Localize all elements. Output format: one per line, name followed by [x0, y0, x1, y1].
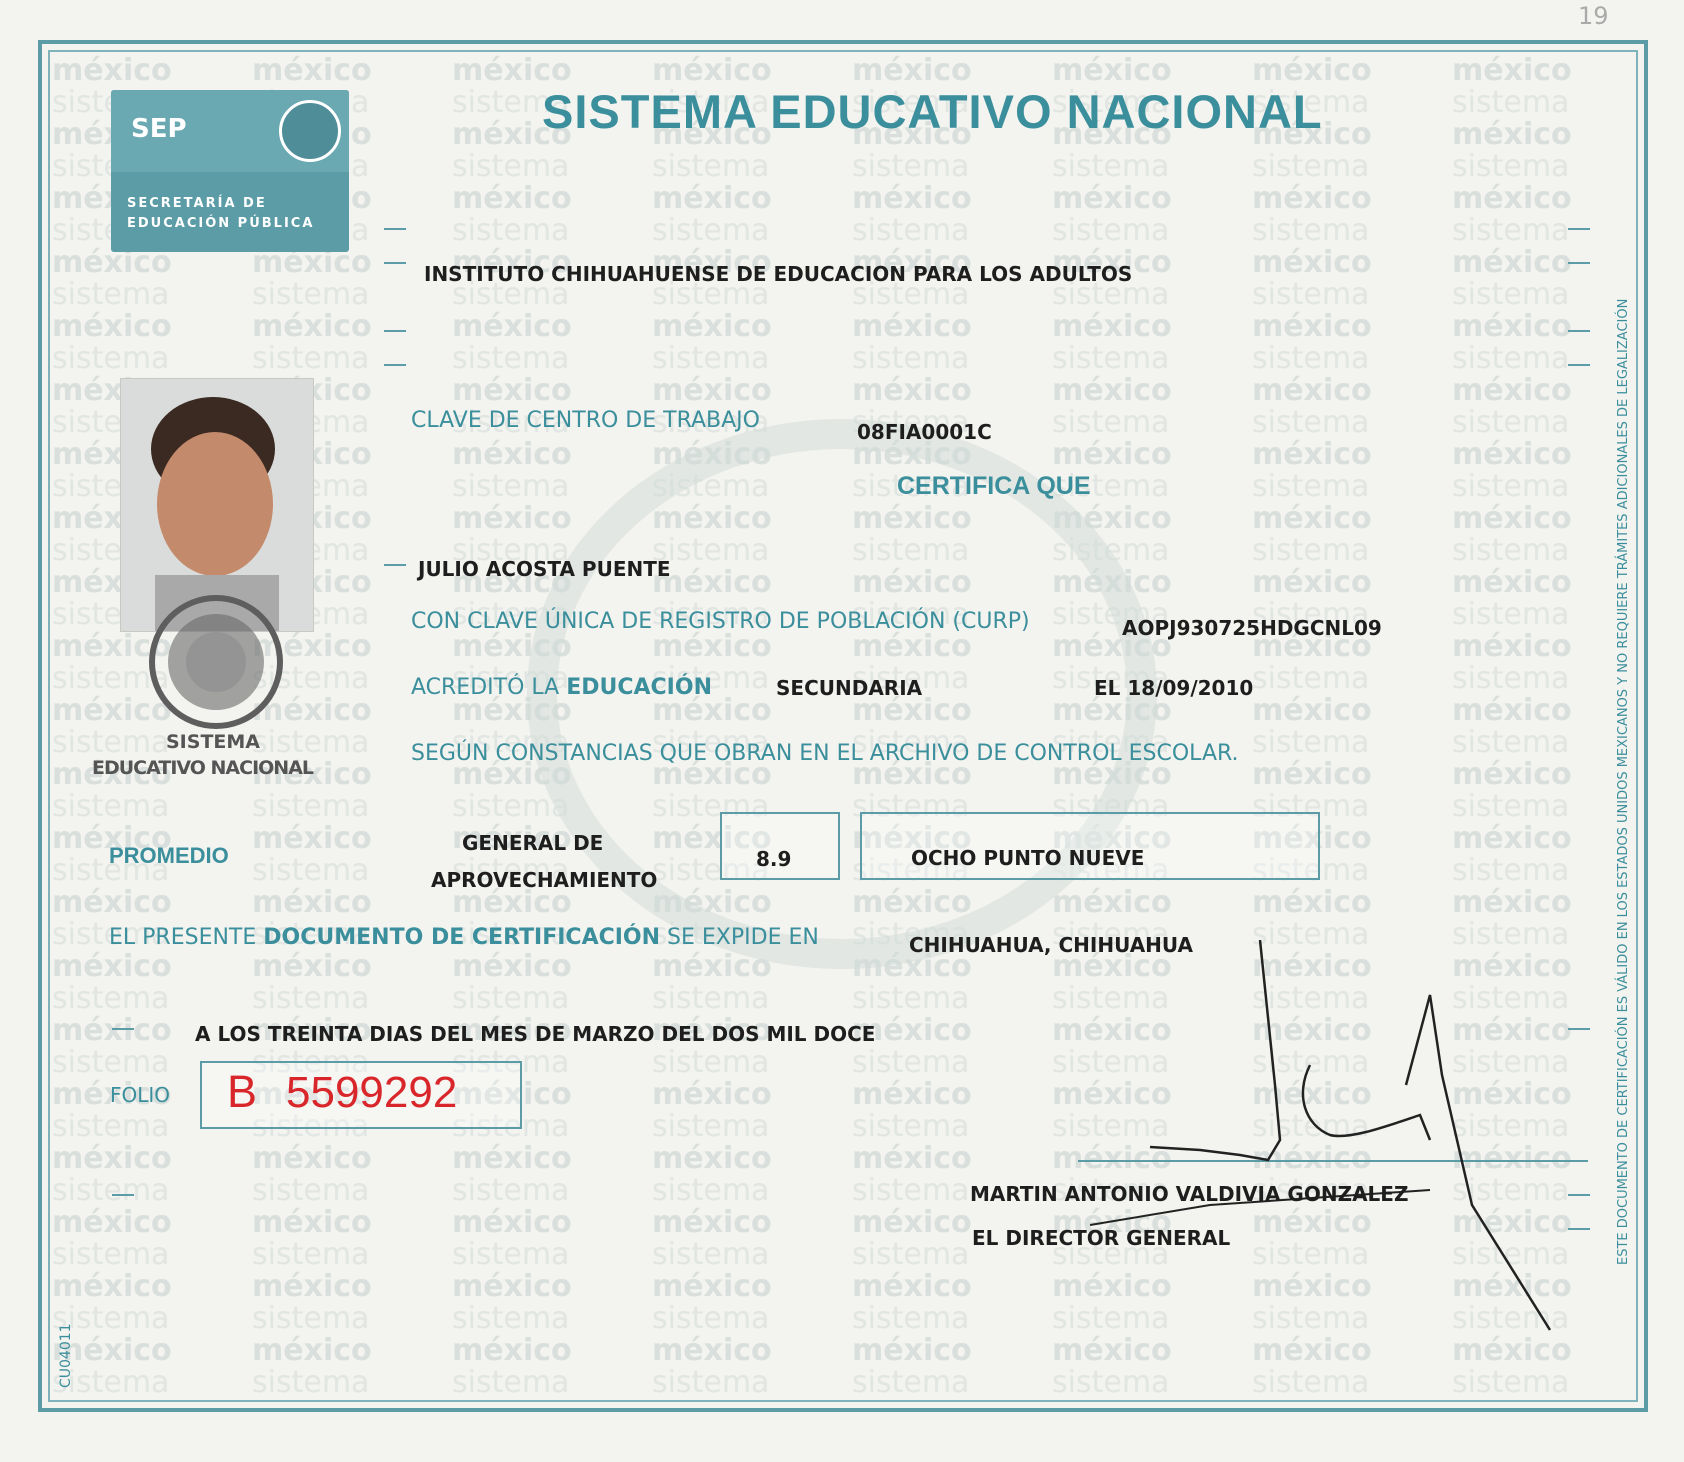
director-signature: [1090, 935, 1570, 1335]
folio-label: FOLIO: [110, 1083, 171, 1107]
margin-dash: [1568, 228, 1590, 230]
document-title: SISTEMA EDUCATIVO NACIONAL: [542, 85, 1323, 138]
form-code: CU04011: [58, 1323, 74, 1388]
margin-dash: [1568, 330, 1590, 332]
sep-logo-line2: EDUCACIÓN PÚBLICA: [127, 216, 315, 231]
margin-dash: [1568, 1228, 1590, 1230]
margin-dash: [384, 228, 406, 230]
corner-mark: 19: [1578, 2, 1609, 30]
signatory-name: MARTIN ANTONIO VALDIVIA GONZALEZ: [970, 1182, 1409, 1206]
accreditation-date: EL 18/09/2010: [1094, 676, 1254, 700]
certifies-heading: CERTIFICA QUE: [897, 472, 1091, 500]
margin-dash: [384, 364, 406, 366]
margin-dash: [112, 1028, 134, 1030]
accredited-label-emph: EDUCACIÓN: [566, 675, 712, 700]
issue-date: A LOS TREINTA DIAS DEL MES DE MARZO DEL DOS MIL DOCE: [195, 1022, 876, 1046]
curp-value: AOPJ930725HDGCNL09: [1122, 616, 1382, 640]
margin-dash: [384, 262, 406, 264]
folio-letter: B: [227, 1066, 258, 1117]
margin-dash: [1568, 1028, 1590, 1030]
margin-dash: [1568, 364, 1590, 366]
margin-dash: [384, 330, 406, 332]
average-label: PROMEDIO: [109, 843, 229, 868]
seal-text-line2: EDUCATIVO NACIONAL: [92, 757, 314, 779]
sep-logo-word: SEP: [131, 114, 187, 144]
legal-validity-note: ESTE DOCUMENTO DE CERTIFICACIÓN ES VÁLIDO EN LOS ESTADOS UNIDOS MEXICANOS Y NO REQUIERE TRÁMITES ADICIONALES DE LEGALIZACIÓN: [1616, 298, 1631, 1265]
margin-dash: [384, 564, 406, 566]
institution-name: INSTITUTO CHIHUAHUENSE DE EDUCACION PARA LOS ADULTOS: [424, 262, 1133, 286]
issue-emph: DOCUMENTO DE CERTIFICACIÓN: [263, 925, 661, 950]
sep-logo: [111, 90, 349, 252]
margin-dash: [1568, 262, 1590, 264]
constancias-text: SEGÚN CONSTANCIAS QUE OBRAN EN EL ARCHIVO DE CONTROL ESCOLAR.: [411, 741, 1239, 766]
signatory-title: EL DIRECTOR GENERAL: [972, 1226, 1231, 1250]
folio-number: 5599292: [286, 1068, 458, 1117]
curp-label: CON CLAVE ÚNICA DE REGISTRO DE POBLACIÓN (CURP): [411, 609, 1030, 634]
work-center-value: 08FIA0001C: [857, 420, 992, 444]
sep-logo-line1: SECRETARÍA DE: [127, 196, 267, 211]
average-general-line1: GENERAL DE: [462, 831, 604, 855]
issue-prefix: EL PRESENTE: [109, 925, 257, 950]
margin-dash: [112, 1194, 134, 1196]
average-value: 8.9: [756, 847, 792, 871]
student-name: JULIO ACOSTA PUENTE: [418, 557, 671, 581]
education-level: SECUNDARIA: [776, 676, 923, 700]
average-general-line2: APROVECHAMIENTO: [431, 868, 658, 892]
issue-place: CHIHUAHUA, CHIHUAHUA: [909, 933, 1194, 957]
accredited-label-prefix: ACREDITÓ LA: [411, 675, 560, 700]
work-center-label: CLAVE DE CENTRO DE TRABAJO: [411, 408, 760, 433]
national-seal-icon: [279, 100, 341, 162]
issue-suffix: SE EXPIDE EN: [667, 925, 819, 950]
official-seal-icon: [146, 592, 286, 732]
average-words: OCHO PUNTO NUEVE: [911, 846, 1145, 870]
margin-dash: [1568, 1194, 1590, 1196]
seal-text-line1: SISTEMA: [166, 731, 260, 753]
issue-statement: [109, 925, 819, 950]
accredited-label: [411, 675, 712, 700]
